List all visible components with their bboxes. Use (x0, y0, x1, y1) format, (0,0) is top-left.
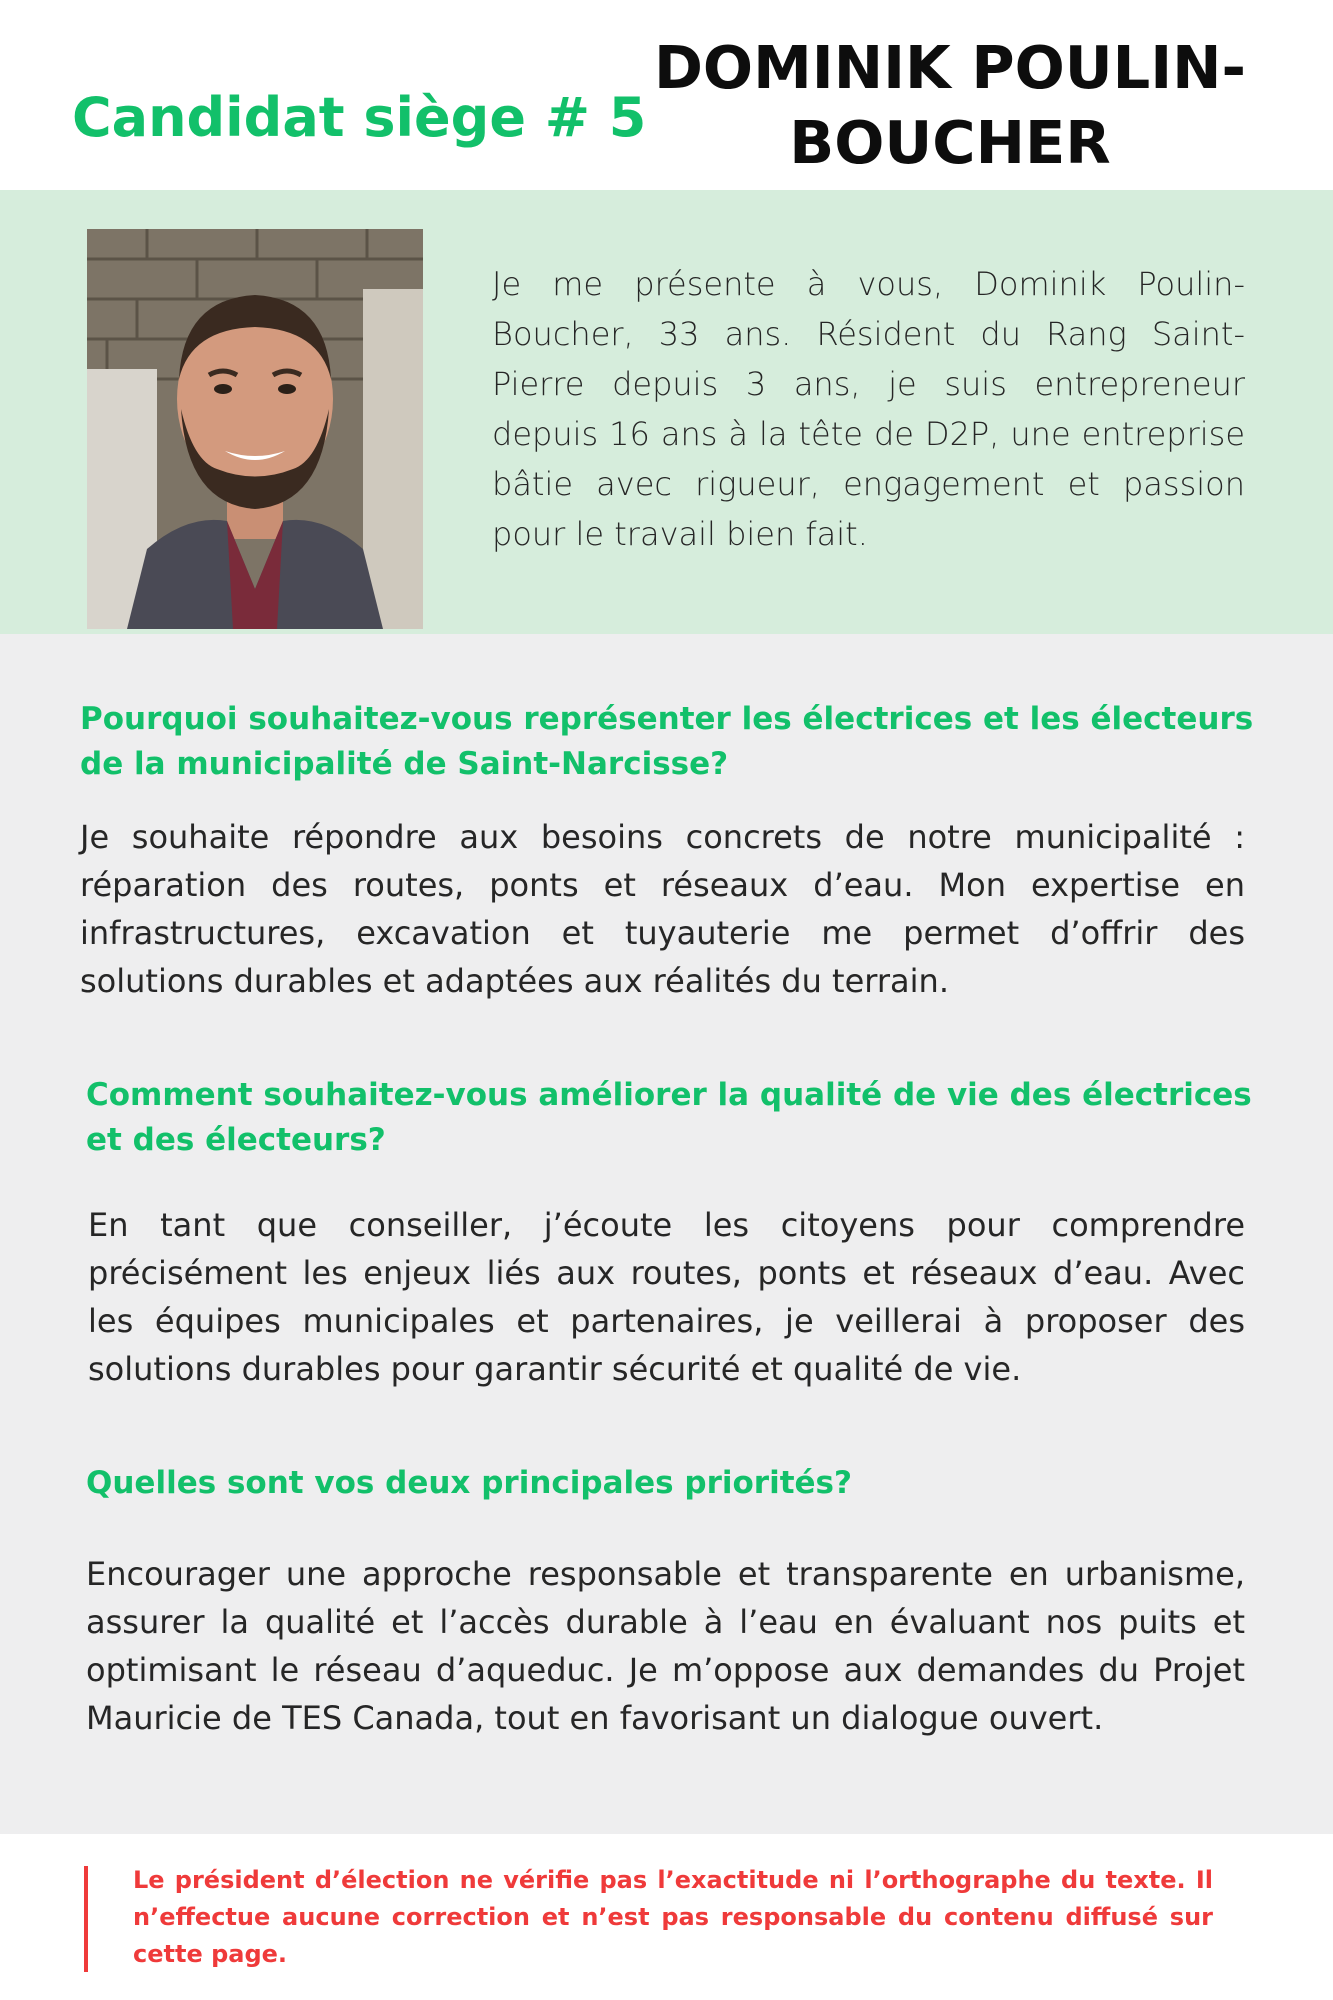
answer-3: Encourager une approche responsable et transparente en urbanisme, assurer la qualité et l’accès durable à l’eau en évaluant nos puits et optimisant le réseau d’aqueduc. Je m’oppose aux demandes du Projet Mauricie de TES Canada, tout en favorisant un dialogue ouvert. (86, 1555, 1245, 1737)
intro-text: Je me présente à vous, Dominik Poulin-Boucher, 33 ans. Résident du Rang Saint-Pierre depuis 3 ans, je suis entrepreneur depuis 16 ans à la tête de D2P, une entreprise bâtie avec rigueur, engagement et passion pour le travail bien fait. (492, 265, 1245, 553)
question-3: Quelles sont vos deux principales priorités? (86, 1465, 852, 1501)
candidate-name: DOMINIK POULIN-BOUCHER (653, 33, 1247, 177)
disclaimer-text: Le président d’élection ne vérifie pas l’exactitude ni l’orthographe du texte. Il n’effectue aucune correction et n’est pas responsable du contenu diffusé sur cette page. (133, 1866, 1213, 1968)
question-1: Pourquoi souhaitez-vous représenter les électrices et les électeurs de la municipalité de Saint-Narcisse? (80, 701, 1254, 782)
header (0, 0, 1333, 190)
question-2: Comment souhaitez-vous améliorer la qualité de vie des électrices et des électeurs? (86, 1077, 1252, 1158)
disclaimer-rule (84, 1866, 88, 1972)
seat-title: Candidat siège # 5 (72, 86, 647, 149)
answer-2: En tant que conseiller, j’écoute les citoyens pour comprendre précisément les enjeux liés aux routes, ponts et réseaux d’eau. Avec les équipes municipales et partenaires, je veillerai à proposer des solutions durables pour garantir sécurité et qualité de vie. (88, 1206, 1245, 1388)
candidate-photo (87, 229, 423, 629)
answer-1: Je souhaite répondre aux besoins concrets de notre municipalité : réparation des routes, ponts et réseaux d’eau. Mon expertise en infrastructures, excavation et tuyauterie me permet d’offrir des solutions durables et adaptées aux réalités du terrain. (80, 818, 1245, 1000)
